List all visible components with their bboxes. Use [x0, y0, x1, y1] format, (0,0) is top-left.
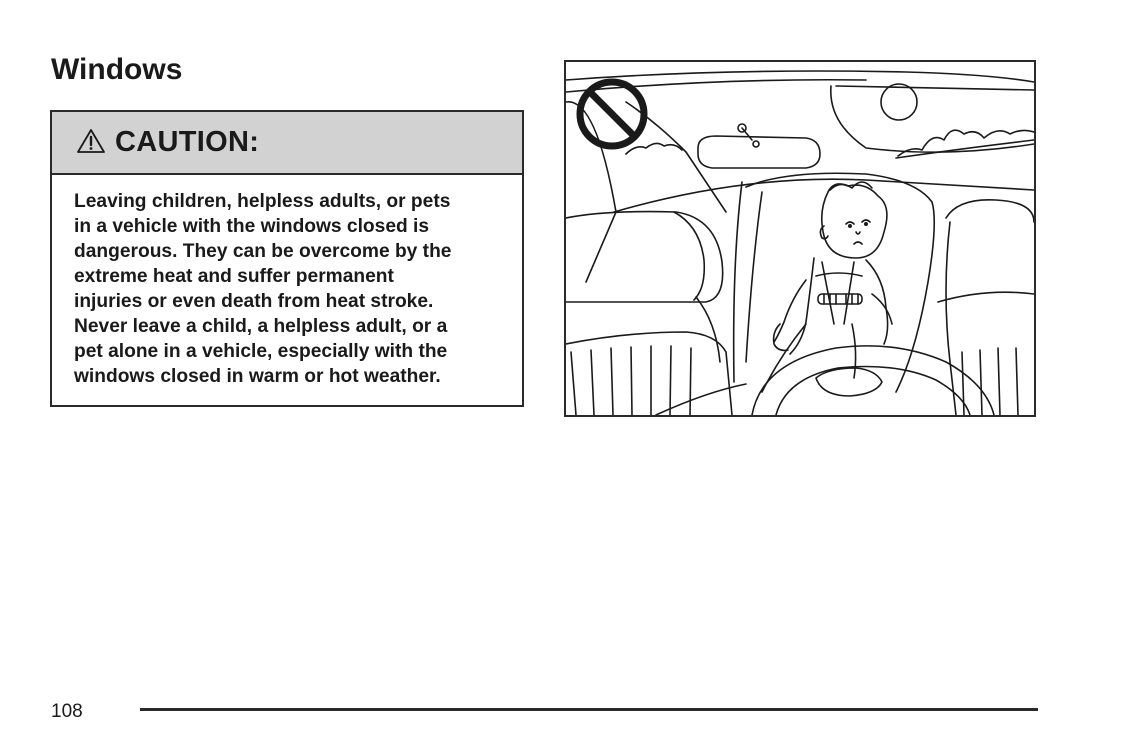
left-headrest: [566, 212, 723, 302]
caution-label: CAUTION:: [115, 126, 260, 158]
child-in-car-illustration: [564, 60, 1036, 417]
caution-text-line: windows closed in warm or hot weather.: [74, 366, 441, 387]
child-seat: [746, 173, 934, 392]
caution-text-line: extreme heat and suffer permanent: [74, 266, 394, 287]
rearview-mirror: [698, 136, 820, 168]
right-window-frame: [831, 86, 1034, 152]
caution-text-line: injuries or even death from heat stroke.: [74, 291, 434, 312]
harness: [822, 262, 854, 324]
child-head: [822, 184, 887, 258]
caution-text-line: Leaving children, helpless adults, or pets: [74, 191, 451, 212]
caution-text: [52, 175, 522, 389]
caution-text-line: Never leave a child, a helpless adult, or a: [74, 316, 448, 337]
section-title: Windows: [51, 53, 183, 86]
caution-box: [50, 110, 524, 407]
tree-line-left: [626, 143, 682, 154]
page-number: 108: [51, 701, 83, 722]
right-headrest: [946, 200, 1034, 222]
a-pillar: [566, 102, 616, 282]
footer-divider: [140, 708, 1038, 711]
caution-text-line: dangerous. They can be overcome by the: [74, 241, 452, 262]
sun-icon: [881, 84, 917, 120]
warning-triangle-icon: [76, 128, 106, 154]
left-seat: [566, 332, 732, 415]
caution-header: [52, 112, 522, 175]
steering-wheel: [752, 346, 994, 415]
caution-text-line: in a vehicle with the windows closed is: [74, 216, 430, 237]
caution-text-line: pet alone in a vehicle, especially with the: [74, 341, 448, 362]
prohibition-icon: [580, 82, 644, 146]
